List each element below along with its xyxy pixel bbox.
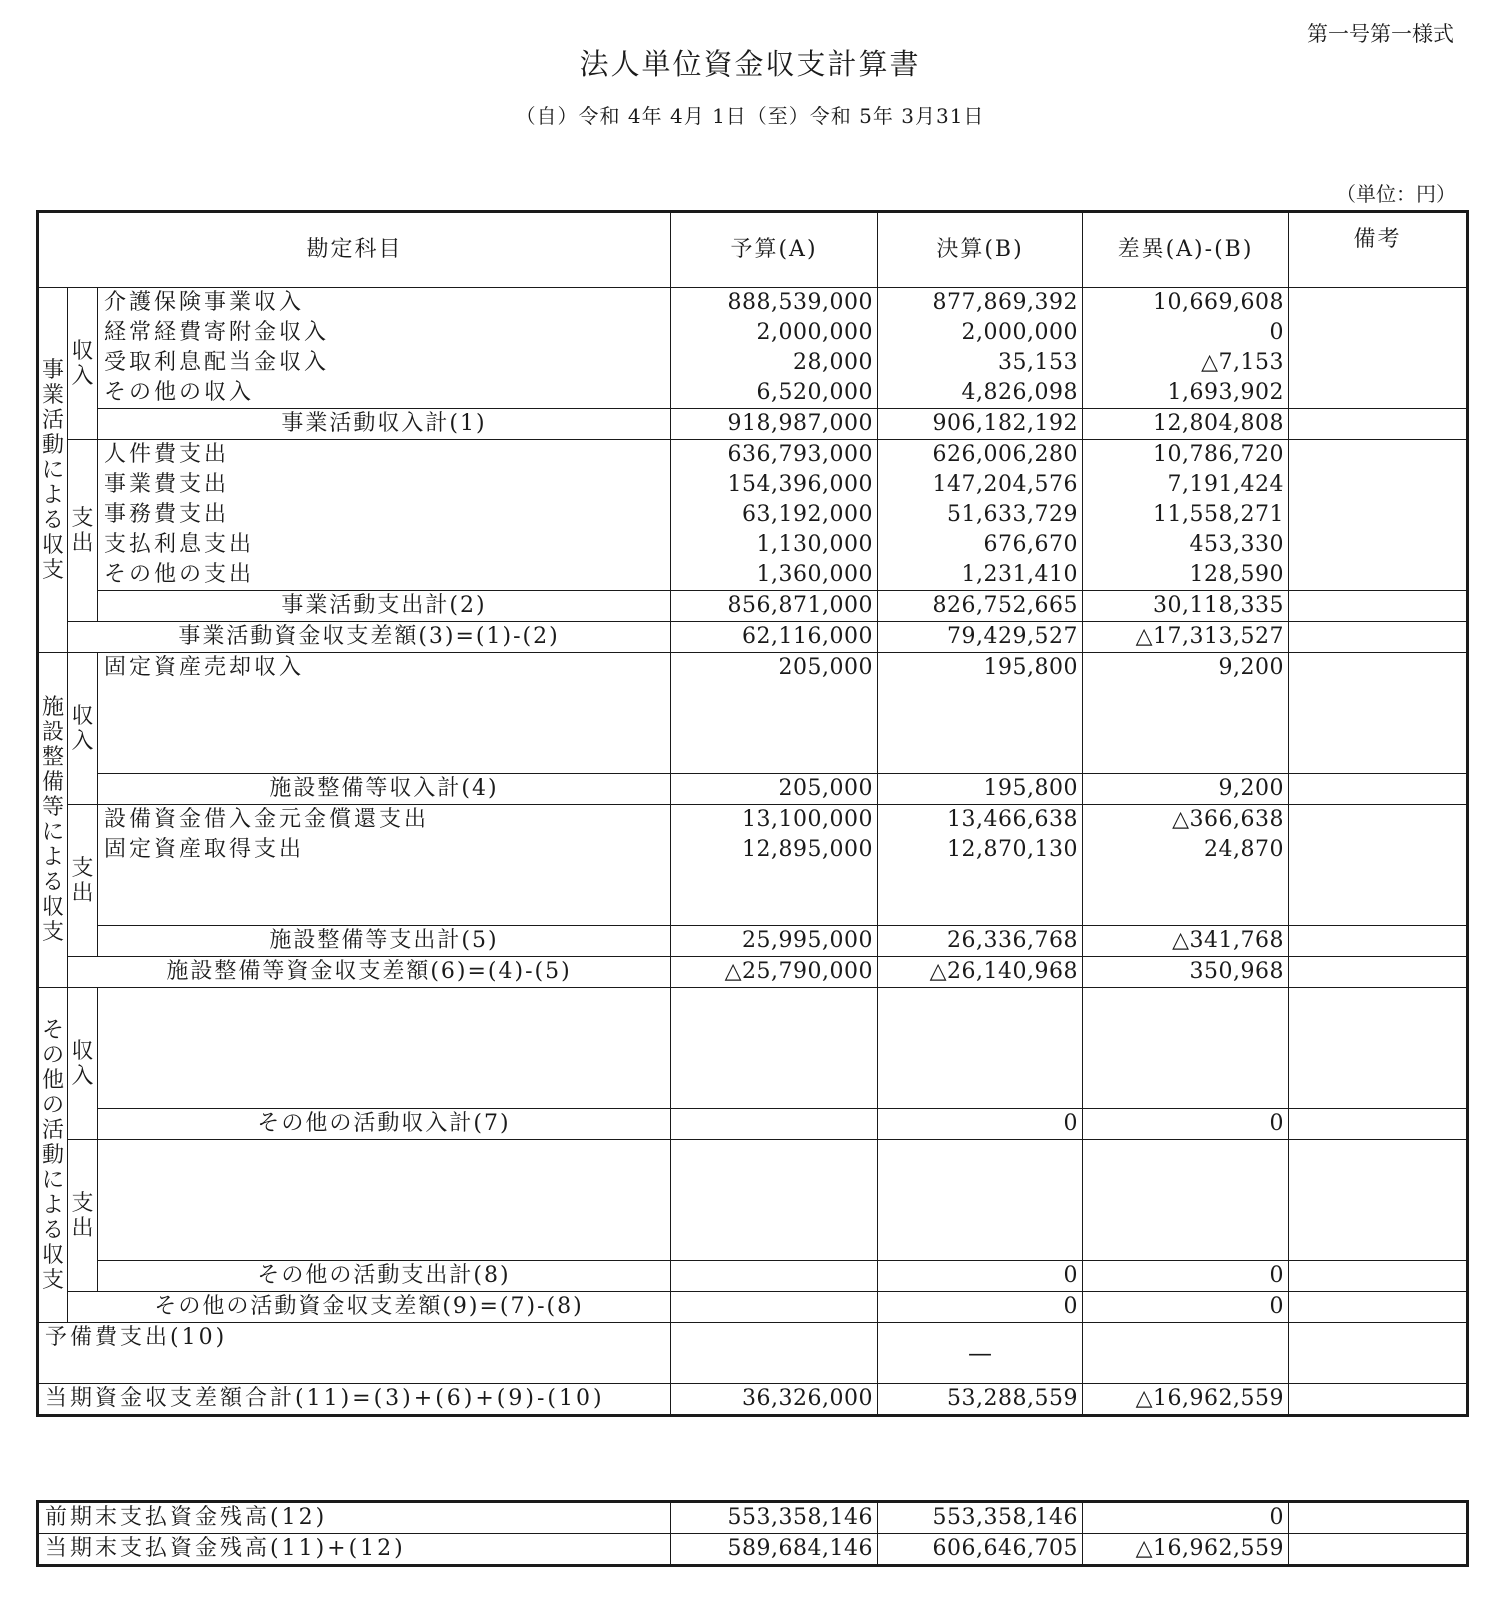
- empty-row: [38, 895, 1468, 926]
- remarks-cell: [1289, 1109, 1468, 1140]
- budget-cell: 636,793,000: [671, 440, 878, 471]
- report-period: （自）令和 4年 4月 1日（至）令和 5年 3月31日: [515, 104, 985, 128]
- row-label: 事業活動収入計(1): [98, 409, 671, 440]
- table-row: [38, 288, 1468, 319]
- table-row: [38, 470, 1468, 500]
- budget-cell: 62,116,000: [671, 622, 878, 653]
- empty-row: [38, 1048, 1468, 1078]
- row-label: その他の活動資金収支差額(9)=(7)-(8): [68, 1292, 671, 1323]
- diff-cell: 128,590: [1083, 560, 1289, 591]
- diff-cell: 11,558,271: [1083, 500, 1289, 530]
- table-row: [38, 1502, 1468, 1534]
- actual-cell: 35,153: [878, 348, 1083, 378]
- remarks-cell: [1289, 530, 1468, 560]
- diff-cell: △341,768: [1083, 926, 1289, 957]
- actual-cell: 79,429,527: [878, 622, 1083, 653]
- diff-cell: [1083, 1323, 1289, 1384]
- diff-cell: 0: [1083, 318, 1289, 348]
- remarks-cell: [1289, 805, 1468, 836]
- actual-cell: 0: [878, 1261, 1083, 1292]
- empty-row: [38, 683, 1468, 713]
- actual-cell: 4,826,098: [878, 378, 1083, 409]
- budget-cell: [671, 1292, 878, 1323]
- remarks-cell: [1289, 470, 1468, 500]
- remarks-cell: [1289, 926, 1468, 957]
- row-label: 事業活動資金収支差額(3)=(1)-(2): [68, 622, 671, 653]
- row-label: 固定資産売却収入: [98, 653, 671, 684]
- remarks-cell: [1289, 318, 1468, 348]
- table-row: [38, 378, 1468, 409]
- remarks-cell: [1289, 1323, 1468, 1384]
- diff-cell: △16,962,559: [1083, 1384, 1289, 1416]
- actual-cell: 51,633,729: [878, 500, 1083, 530]
- row-label: 当期資金収支差額合計(11)=(3)+(6)+(9)-(10): [38, 1384, 671, 1416]
- budget-cell: 1,130,000: [671, 530, 878, 560]
- diff-cell: 7,191,424: [1083, 470, 1289, 500]
- budget-cell: [671, 1109, 878, 1140]
- actual-cell: —: [878, 1323, 1083, 1384]
- cash-flow-table: [36, 210, 1469, 1417]
- actual-cell: 0: [878, 1109, 1083, 1140]
- row-label: 事業費支出: [98, 470, 671, 500]
- diff-cell: 0: [1083, 1109, 1289, 1140]
- diff-cell: 350,968: [1083, 957, 1289, 988]
- actual-cell: 147,204,576: [878, 470, 1083, 500]
- diff-cell: △7,153: [1083, 348, 1289, 378]
- group-other-expense: 支出: [68, 1140, 98, 1292]
- subtotal-row: [38, 1109, 1468, 1140]
- row-label: 予備費支出(10): [38, 1323, 671, 1384]
- table-row: [38, 530, 1468, 560]
- diff-cell: 10,786,720: [1083, 440, 1289, 471]
- actual-cell: 2,000,000: [878, 318, 1083, 348]
- row-label: 事務費支出: [98, 500, 671, 530]
- budget-cell: 205,000: [671, 774, 878, 805]
- net-row: [38, 622, 1468, 653]
- subtotal-row: [38, 1261, 1468, 1292]
- actual-cell: 553,358,146: [878, 1502, 1083, 1534]
- remarks-cell: [1289, 591, 1468, 622]
- row-label: 受取利息配当金収入: [98, 348, 671, 378]
- actual-cell: 13,466,638: [878, 805, 1083, 836]
- diff-cell: 0: [1083, 1261, 1289, 1292]
- budget-cell: 553,358,146: [671, 1502, 878, 1534]
- table-row: [38, 318, 1468, 348]
- group-facility-income: 収入: [68, 653, 98, 805]
- diff-cell: 12,804,808: [1083, 409, 1289, 440]
- empty-row: [38, 743, 1468, 774]
- row-label: その他の活動収入計(7): [98, 1109, 671, 1140]
- period-total-row: [38, 1384, 1468, 1416]
- remarks-cell: [1289, 653, 1468, 684]
- balance-table: [36, 1500, 1469, 1567]
- table-row: [38, 500, 1468, 530]
- budget-cell: 12,895,000: [671, 835, 878, 865]
- row-label: その他の活動支出計(8): [98, 1261, 671, 1292]
- diff-cell: 9,200: [1083, 774, 1289, 805]
- diff-cell: 453,330: [1083, 530, 1289, 560]
- diff-cell: 0: [1083, 1292, 1289, 1323]
- remarks-cell: [1289, 1292, 1468, 1323]
- group-other-income: 収入: [68, 988, 98, 1140]
- reserve-row: [38, 1323, 1468, 1384]
- budget-cell: 25,995,000: [671, 926, 878, 957]
- empty-row: [38, 865, 1468, 895]
- budget-cell: 13,100,000: [671, 805, 878, 836]
- group-business: 事業活動による収支: [38, 288, 68, 653]
- diff-cell: 9,200: [1083, 653, 1289, 684]
- table-row: [38, 348, 1468, 378]
- row-label: 事業活動支出計(2): [98, 591, 671, 622]
- header-budget: 予算(A): [671, 212, 878, 288]
- actual-cell: 906,182,192: [878, 409, 1083, 440]
- remarks-cell: [1289, 1261, 1468, 1292]
- actual-cell: 53,288,559: [878, 1384, 1083, 1416]
- row-label: その他の支出: [98, 560, 671, 591]
- header-account: 勘定科目: [38, 212, 671, 288]
- actual-cell: 606,646,705: [878, 1534, 1083, 1566]
- net-row: [38, 1292, 1468, 1323]
- unit-label: （単位：円）: [1336, 182, 1456, 206]
- remarks-cell: [1289, 1384, 1468, 1416]
- remarks-cell: [1289, 1534, 1468, 1566]
- group-business-income: 収入: [68, 288, 98, 440]
- table-row: [38, 835, 1468, 865]
- budget-cell: [671, 1261, 878, 1292]
- budget-cell: 856,871,000: [671, 591, 878, 622]
- empty-row: [38, 713, 1468, 743]
- subtotal-row: [38, 774, 1468, 805]
- row-label: 人件費支出: [98, 440, 671, 471]
- actual-cell: 1,231,410: [878, 560, 1083, 591]
- diff-cell: 1,693,902: [1083, 378, 1289, 409]
- diff-cell: 30,118,335: [1083, 591, 1289, 622]
- actual-cell: 0: [878, 1292, 1083, 1323]
- actual-cell: 195,800: [878, 774, 1083, 805]
- group-business-expense: 支出: [68, 440, 98, 622]
- remarks-cell: [1289, 500, 1468, 530]
- group-other: その他の活動による収支: [38, 988, 68, 1323]
- budget-cell: [671, 1323, 878, 1384]
- remarks-cell: [1289, 348, 1468, 378]
- form-number: 第一号第一様式: [1307, 22, 1454, 46]
- header-diff: 差異(A)-(B): [1083, 212, 1289, 288]
- empty-row: [38, 1018, 1468, 1048]
- table-row: [38, 560, 1468, 591]
- budget-cell: 28,000: [671, 348, 878, 378]
- row-label: 経常経費寄附金収入: [98, 318, 671, 348]
- header-remarks: 備考: [1289, 212, 1468, 288]
- row-label: 施設整備等資金収支差額(6)=(4)-(5): [68, 957, 671, 988]
- row-label: その他の収入: [98, 378, 671, 409]
- remarks-cell: [1289, 835, 1468, 865]
- remarks-cell: [1289, 378, 1468, 409]
- budget-cell: 2,000,000: [671, 318, 878, 348]
- subtotal-row: [38, 591, 1468, 622]
- row-label: 施設整備等支出計(5): [98, 926, 671, 957]
- table-row: [38, 440, 1468, 471]
- empty-row: [38, 1170, 1468, 1200]
- row-label: 当期末支払資金残高(11)+(12): [38, 1534, 671, 1566]
- remarks-cell: [1289, 440, 1468, 471]
- subtotal-row: [38, 409, 1468, 440]
- budget-cell: 205,000: [671, 653, 878, 684]
- actual-cell: 12,870,130: [878, 835, 1083, 865]
- diff-cell: 10,669,608: [1083, 288, 1289, 319]
- net-row: [38, 957, 1468, 988]
- remarks-cell: [1289, 409, 1468, 440]
- remarks-cell: [1289, 560, 1468, 591]
- budget-cell: △25,790,000: [671, 957, 878, 988]
- budget-cell: 36,326,000: [671, 1384, 878, 1416]
- group-facility-expense: 支出: [68, 805, 98, 957]
- table-row: [38, 1534, 1468, 1566]
- diff-cell: △16,962,559: [1083, 1534, 1289, 1566]
- actual-cell: △26,140,968: [878, 957, 1083, 988]
- diff-cell: △366,638: [1083, 805, 1289, 836]
- diff-cell: △17,313,527: [1083, 622, 1289, 653]
- remarks-cell: [1289, 288, 1468, 319]
- budget-cell: 1,360,000: [671, 560, 878, 591]
- row-label: 支払利息支出: [98, 530, 671, 560]
- empty-row: [38, 1078, 1468, 1109]
- remarks-cell: [1289, 774, 1468, 805]
- row-label: 介護保険事業収入: [98, 288, 671, 319]
- empty-row: [38, 1200, 1468, 1230]
- empty-row: [38, 988, 1468, 1019]
- empty-row: [38, 1230, 1468, 1261]
- budget-cell: 154,396,000: [671, 470, 878, 500]
- group-facility: 施設整備等による収支: [38, 653, 68, 988]
- budget-cell: 888,539,000: [671, 288, 878, 319]
- header-actual: 決算(B): [878, 212, 1083, 288]
- table-row: [38, 805, 1468, 836]
- subtotal-row: [38, 926, 1468, 957]
- row-label: 施設整備等収入計(4): [98, 774, 671, 805]
- row-label: 設備資金借入金元金償還支出: [98, 805, 671, 836]
- table-row: [38, 653, 1468, 684]
- budget-cell: 63,192,000: [671, 500, 878, 530]
- row-label: 固定資産取得支出: [98, 835, 671, 865]
- actual-cell: 877,869,392: [878, 288, 1083, 319]
- diff-cell: 24,870: [1083, 835, 1289, 865]
- budget-cell: 918,987,000: [671, 409, 878, 440]
- remarks-cell: [1289, 1502, 1468, 1534]
- actual-cell: 826,752,665: [878, 591, 1083, 622]
- remarks-cell: [1289, 622, 1468, 653]
- row-label: 前期末支払資金残高(12): [38, 1502, 671, 1534]
- empty-row: [38, 1140, 1468, 1171]
- actual-cell: 195,800: [878, 653, 1083, 684]
- budget-cell: 589,684,146: [671, 1534, 878, 1566]
- remarks-cell: [1289, 957, 1468, 988]
- actual-cell: 676,670: [878, 530, 1083, 560]
- actual-cell: 626,006,280: [878, 440, 1083, 471]
- header-row: [38, 212, 1468, 288]
- page-title: 法人単位資金収支計算書: [579, 47, 921, 81]
- diff-cell: 0: [1083, 1502, 1289, 1534]
- actual-cell: 26,336,768: [878, 926, 1083, 957]
- budget-cell: 6,520,000: [671, 378, 878, 409]
